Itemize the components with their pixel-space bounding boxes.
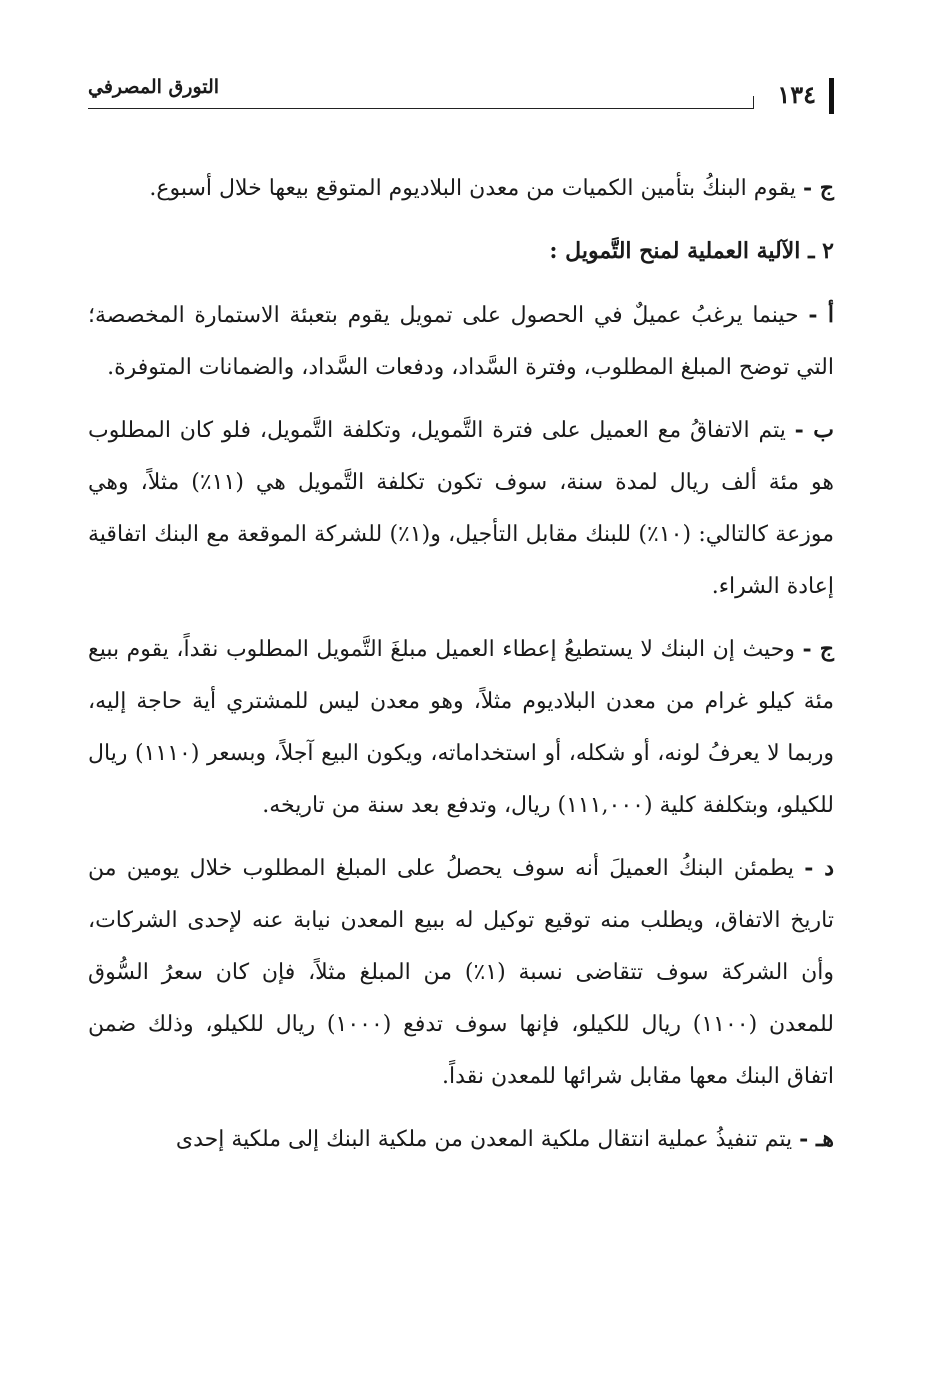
item-label: د - bbox=[804, 855, 834, 881]
item-text: يتم تنفيذُ عملية انتقال ملكية المعدن من ملكية البنك إلى ملكية إحدى bbox=[175, 1127, 800, 1152]
item-text: يقوم البنكُ بتأمين الكميات من معدن البلاديوم المتوقع بيعها خلال أسبوع. bbox=[149, 176, 803, 201]
item-label: أ - bbox=[808, 302, 834, 328]
item-label: ج - bbox=[803, 175, 834, 201]
item-d bbox=[88, 842, 834, 1103]
section-heading: ٢ ـ الآلية العملية لمنح التَّمويل : bbox=[549, 238, 834, 264]
item-h bbox=[88, 1113, 834, 1166]
item-label: ب - bbox=[794, 417, 834, 443]
page-number-bar bbox=[829, 78, 834, 114]
page-header bbox=[88, 70, 834, 120]
paragraph-c-intro bbox=[88, 162, 834, 215]
header-rule bbox=[88, 108, 754, 109]
item-label: ج - bbox=[802, 636, 834, 662]
item-label: هـ - bbox=[799, 1126, 834, 1152]
running-header-title: التورق المصرفي bbox=[88, 76, 220, 98]
body-text bbox=[88, 162, 834, 1176]
item-b bbox=[88, 404, 834, 613]
item-c bbox=[88, 623, 834, 832]
header-rule-tick bbox=[753, 96, 754, 109]
item-text: حينما يرغبُ عميلٌ في الحصول على تمويل يقوم بتعبئة الاستمارة المخصصة؛ التي توضح المبلغ المطلوب، وفترة السَّداد، ودفعات السَّداد، والضمانات المتوفرة. bbox=[88, 303, 834, 380]
item-a bbox=[88, 289, 834, 394]
page-number: ١٣٤ bbox=[777, 80, 816, 109]
item-text: يطمئن البنكُ العميلَ أنه سوف يحصلُ على المبلغ المطلوب خلال يومين من تاريخ الاتفاق، ويطلب منه توقيع توكيل له ببيع المعدن نيابة عنه لإحدى الشركات، وأن الشركة سوف تتقاضى نسبة (١٪) من المبلغ مثلاً، فإن كان سعرُ السُّوق للمعدن (١١٠٠) ريال للكيلو، فإنها سوف تدفع (١٠٠٠) ريال للكيلو، وذلك ضمن اتفاق البنك معها مقابل شرائها للمعدن نقداً. bbox=[88, 856, 834, 1089]
item-text: يتم الاتفاقُ مع العميل على فترة التَّمويل، وتكلفة التَّمويل، فلو كان المطلوب هو مئة ألف ريال لمدة سنة، سوف تكون تكلفة التَّمويل هي (١١٪) مثلاً، وهي موزعة كالتالي: (١٠٪) للبنك مقابل التأجيل، و(١٪) للشركة الموقعة مع البنك اتفاقية إعادة الشراء. bbox=[88, 418, 834, 599]
item-text: وحيث إن البنك لا يستطيعُ إعطاء العميل مبلغَ التَّمويل المطلوب نقداً، يقوم ببيع مئة كيلو غرام من معدن البلاديوم مثلاً، وهو معدن ليس للمشتري أية حاجة إليه، وربما لا يعرفُ لونه، أو شكله، أو استخداماته، ويكون البيع آجلاً، وبسعر (١١١٠) ريال للكيلو، وبتكلفة كلية (١١١,٠٠٠) ريال، وتدفع بعد سنة من تاريخه. bbox=[88, 637, 834, 818]
